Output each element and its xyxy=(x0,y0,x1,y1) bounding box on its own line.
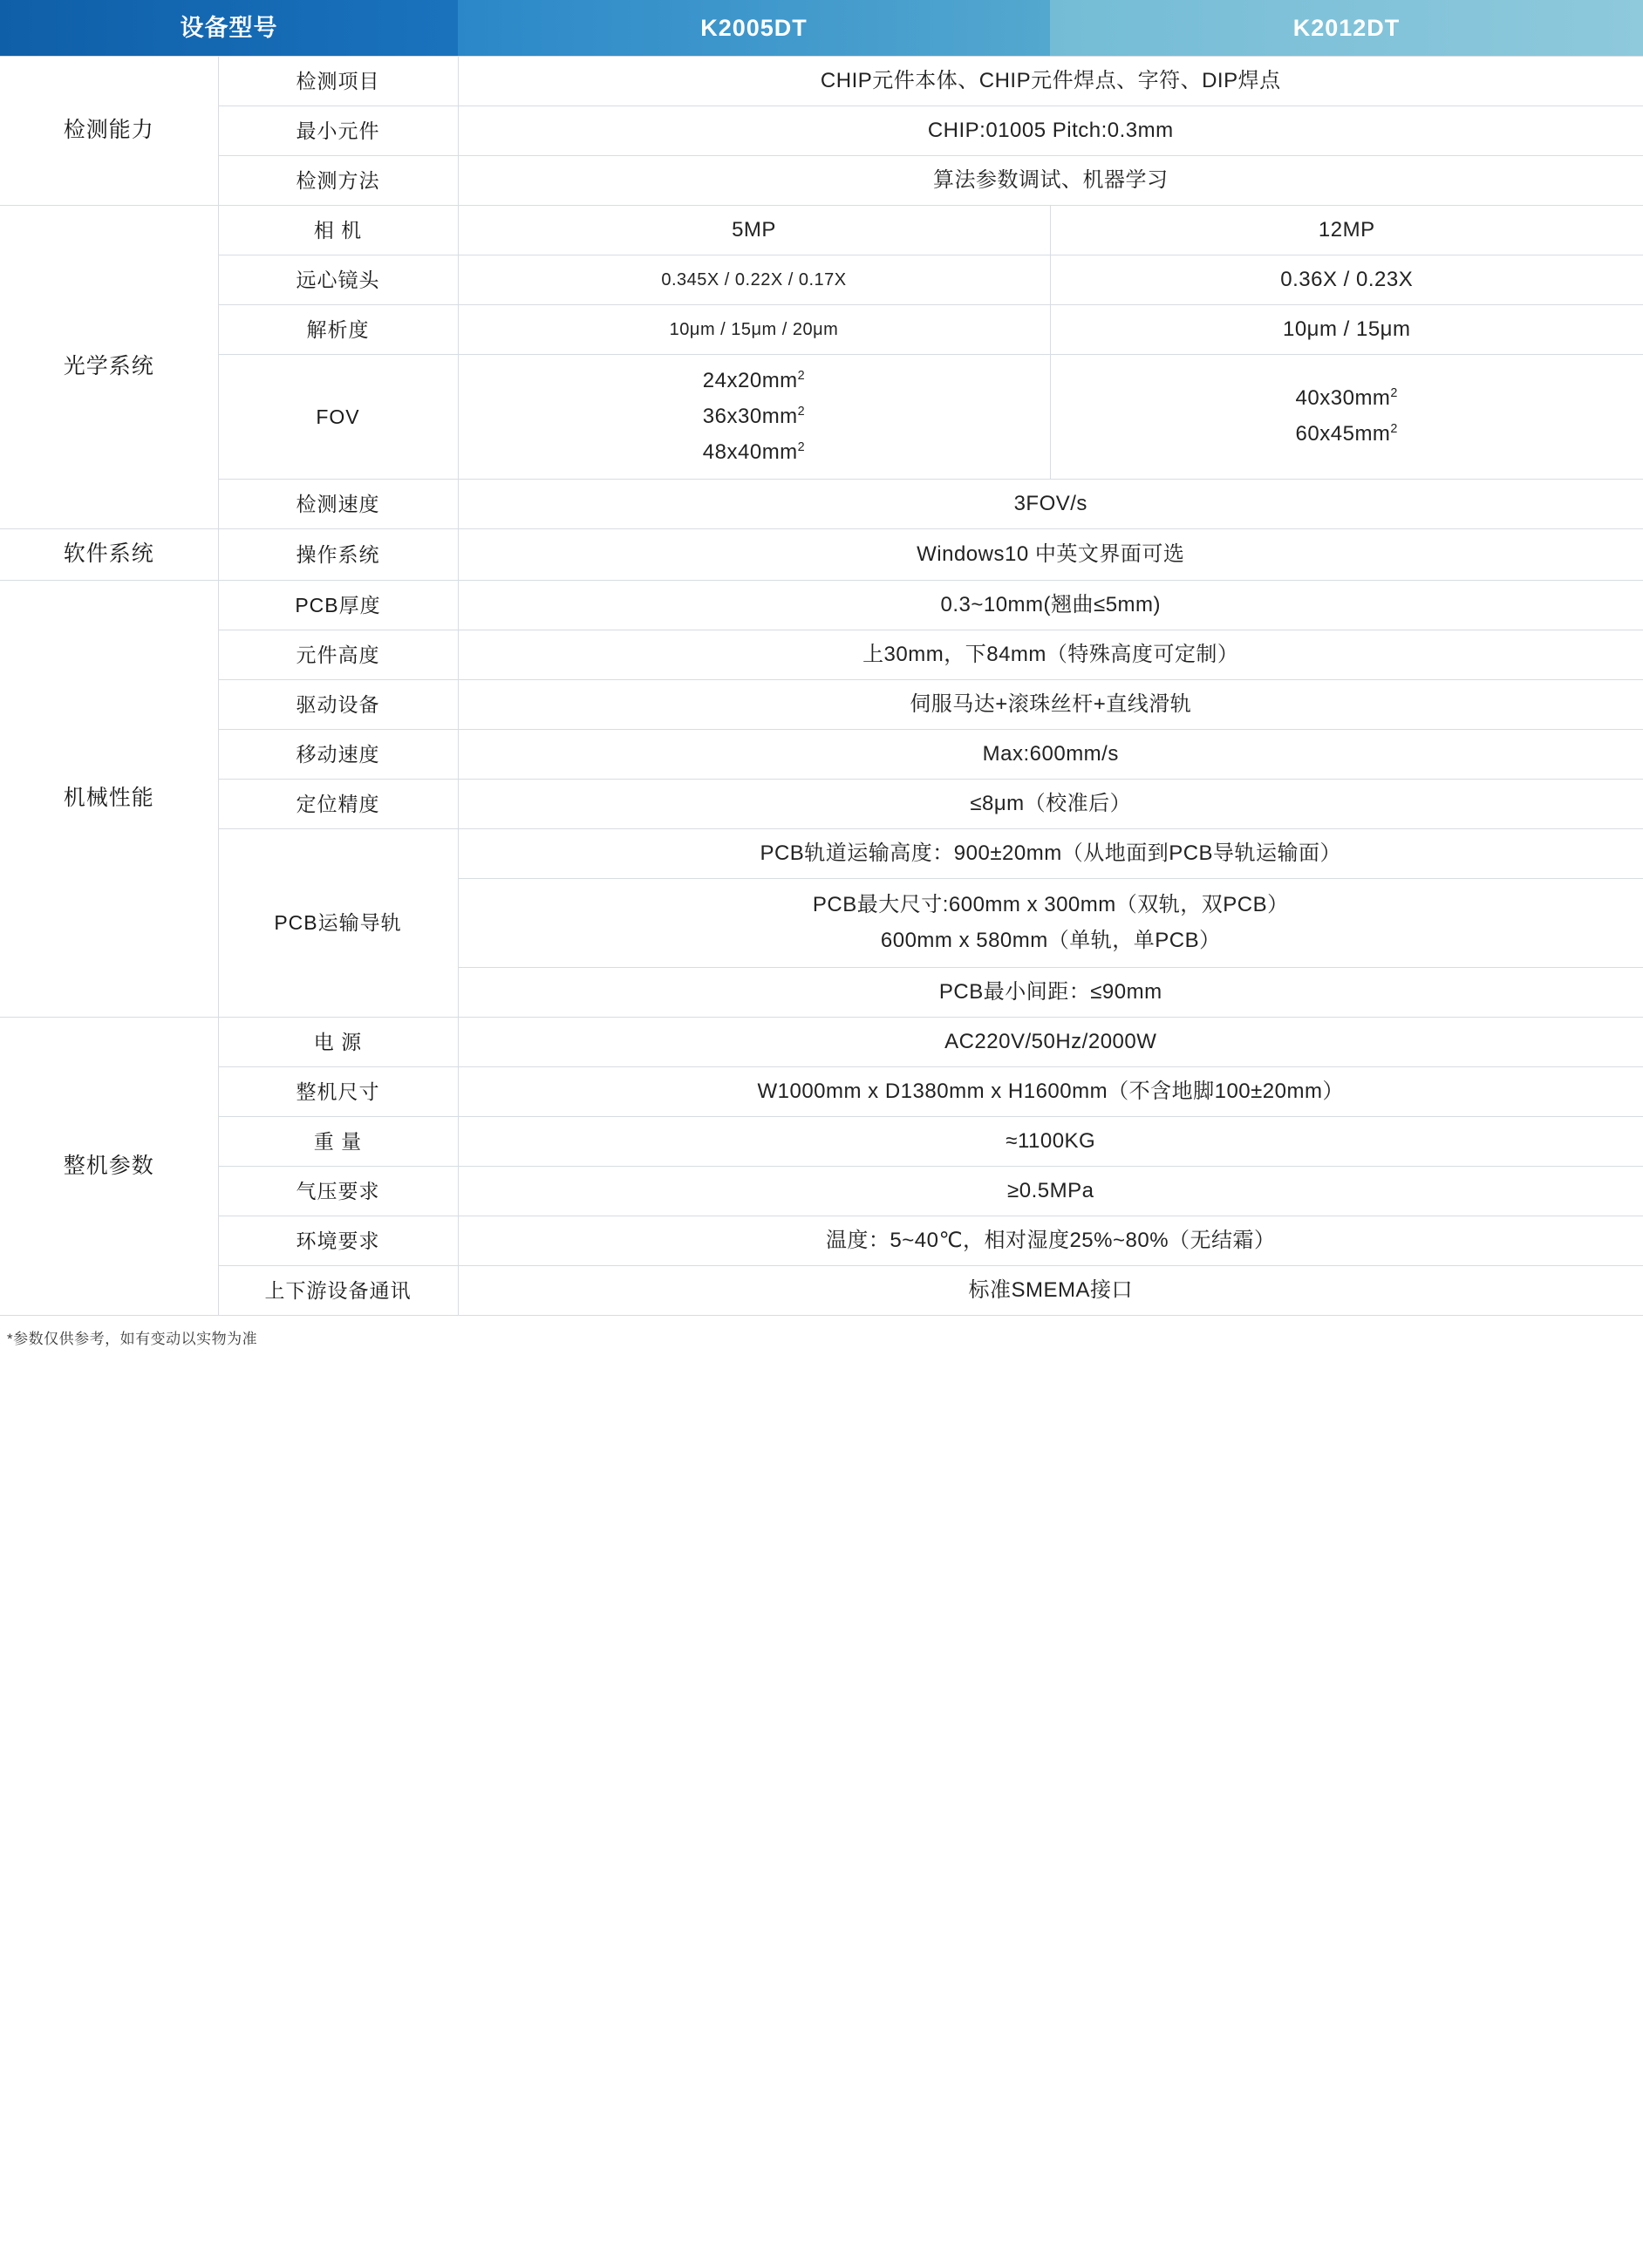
row-value-lens-b: 0.36X / 0.23X xyxy=(1050,255,1643,305)
row-value-fov-a xyxy=(458,355,1050,480)
fov-a-line-3: $48x40mm^2$ xyxy=(702,439,806,464)
row-value-method: 算法参数调试、机器学习 xyxy=(458,156,1643,206)
header-column-k2012dt: K2012DT xyxy=(1050,0,1643,57)
row-label-min-part: 最小元件 xyxy=(218,106,458,156)
table-row xyxy=(0,529,1643,581)
table-row xyxy=(0,1018,1643,1067)
row-value-camera-b: 12MP xyxy=(1050,206,1643,255)
table-row xyxy=(0,630,1643,679)
row-value-fov-b xyxy=(1050,355,1643,480)
row-label-power: 电 源 xyxy=(218,1018,458,1067)
row-label-air-pressure: 气压要求 xyxy=(218,1167,458,1216)
row-value-pcb-rail-height: PCB轨道运输高度：900±20mm（从地面到PCB导轨运输面） xyxy=(458,828,1643,878)
table-row xyxy=(0,206,1643,255)
row-label-inspection-speed: 检测速度 xyxy=(218,480,458,529)
row-value-part-height: 上30mm，下84mm（特殊高度可定制） xyxy=(458,630,1643,679)
row-value-air-pressure: ≥0.5MPa xyxy=(458,1167,1643,1216)
table-row xyxy=(0,779,1643,828)
row-label-pcb-rail: PCB运输导轨 xyxy=(218,828,458,1018)
fov-b-line-2: $60x45mm^2$ xyxy=(1295,422,1398,446)
row-value-detect-item: CHIP元件本体、CHIP元件焊点、字符、DIP焊点 xyxy=(458,57,1643,106)
group-label-mechanical: 机械性能 xyxy=(0,580,218,1018)
row-value-camera-a: 5MP xyxy=(458,206,1050,255)
row-value-lens-a: 0.345X / 0.22X / 0.17X xyxy=(458,255,1050,305)
fov-a-line-2: $36x30mm^2$ xyxy=(702,404,806,428)
table-row xyxy=(0,580,1643,630)
row-value-communication: 标准SMEMA接口 xyxy=(458,1266,1643,1316)
sup-unit: 2 xyxy=(797,439,806,454)
table-row xyxy=(0,828,1643,878)
pcb-max-size-single: 600mm x 580mm（单轨，单PCB） xyxy=(880,928,1221,952)
table-row xyxy=(0,679,1643,729)
row-label-weight: 重 量 xyxy=(218,1117,458,1167)
row-value-power: AC220V/50Hz/2000W xyxy=(458,1018,1643,1067)
row-label-detect-item: 检测项目 xyxy=(218,57,458,106)
table-row xyxy=(0,1266,1643,1316)
sup-unit: 2 xyxy=(797,369,806,383)
row-label-resolution: 解析度 xyxy=(218,305,458,355)
row-value-os: Windows10 中英文界面可选 xyxy=(458,529,1643,581)
table-row xyxy=(0,305,1643,355)
header-column-k2005dt: K2005DT xyxy=(458,0,1050,57)
row-value-min-part: CHIP:01005 Pitch:0.3mm xyxy=(458,106,1643,156)
group-label-detection: 检测能力 xyxy=(0,57,218,206)
row-value-pcb-thickness: 0.3~10mm(翘曲≤5mm) xyxy=(458,580,1643,630)
row-label-drive: 驱动设备 xyxy=(218,679,458,729)
header-row xyxy=(0,0,1643,57)
row-label-fov: FOV xyxy=(218,355,458,480)
row-label-pcb-thickness: PCB厚度 xyxy=(218,580,458,630)
table-row xyxy=(0,1117,1643,1167)
row-value-move-speed: Max:600mm/s xyxy=(458,729,1643,779)
row-value-pcb-rail-size xyxy=(458,878,1643,968)
table-row xyxy=(0,355,1643,480)
table-row xyxy=(0,255,1643,305)
table-row xyxy=(0,57,1643,106)
table-body xyxy=(0,57,1643,1316)
sup-unit: 2 xyxy=(1390,422,1398,437)
pcb-max-size-dual: PCB最大尺寸:600mm x 300mm（双轨，双PCB） xyxy=(812,892,1289,916)
row-value-environment: 温度：5~40℃，相对湿度25%~80%（无结霜） xyxy=(458,1216,1643,1266)
table-row xyxy=(0,729,1643,779)
row-value-resolution-a: 10μm / 15μm / 20μm xyxy=(458,305,1050,355)
row-value-machine-size: W1000mm x D1380mm x H1600mm（不含地脚100±20mm） xyxy=(458,1067,1643,1117)
row-label-move-speed: 移动速度 xyxy=(218,729,458,779)
row-value-position-accuracy: ≤8μm（校准后） xyxy=(458,779,1643,828)
table-row xyxy=(0,156,1643,206)
fov-a-line-1: $24x20mm^2$ xyxy=(702,369,806,392)
row-label-os: 操作系统 xyxy=(218,529,458,581)
fov-b-line-1: $40x30mm^2$ xyxy=(1295,386,1398,411)
row-value-resolution-b: 10μm / 15μm xyxy=(1050,305,1643,355)
row-label-method: 检测方法 xyxy=(218,156,458,206)
table-row xyxy=(0,480,1643,529)
row-label-lens: 远心镜头 xyxy=(218,255,458,305)
group-label-software: 软件系统 xyxy=(0,529,218,581)
sup-unit: 2 xyxy=(797,404,806,419)
row-value-drive: 伺服马达+滚珠丝杆+直线滑轨 xyxy=(458,679,1643,729)
sup-unit: 2 xyxy=(1390,386,1398,401)
table-row xyxy=(0,106,1643,156)
table-row xyxy=(0,1216,1643,1266)
row-value-pcb-min-gap: PCB最小间距：≤90mm xyxy=(458,968,1643,1018)
table-row xyxy=(0,1167,1643,1216)
row-label-communication: 上下游设备通讯 xyxy=(218,1266,458,1316)
group-label-machine: 整机参数 xyxy=(0,1018,218,1316)
row-label-environment: 环境要求 xyxy=(218,1216,458,1266)
row-label-machine-size: 整机尺寸 xyxy=(218,1067,458,1117)
row-value-inspection-speed: 3FOV/s xyxy=(458,480,1643,529)
row-value-weight: ≈1100KG xyxy=(458,1117,1643,1167)
footnote: *参数仅供参考，如有变动以实物为准 xyxy=(7,1331,258,1348)
group-label-optical: 光学系统 xyxy=(0,206,218,529)
row-label-part-height: 元件高度 xyxy=(218,630,458,679)
table-row xyxy=(0,1067,1643,1117)
row-label-camera: 相 机 xyxy=(218,206,458,255)
table-header xyxy=(0,0,1643,57)
row-label-position-accuracy: 定位精度 xyxy=(218,779,458,828)
header-model-label: 设备型号 xyxy=(0,0,458,57)
